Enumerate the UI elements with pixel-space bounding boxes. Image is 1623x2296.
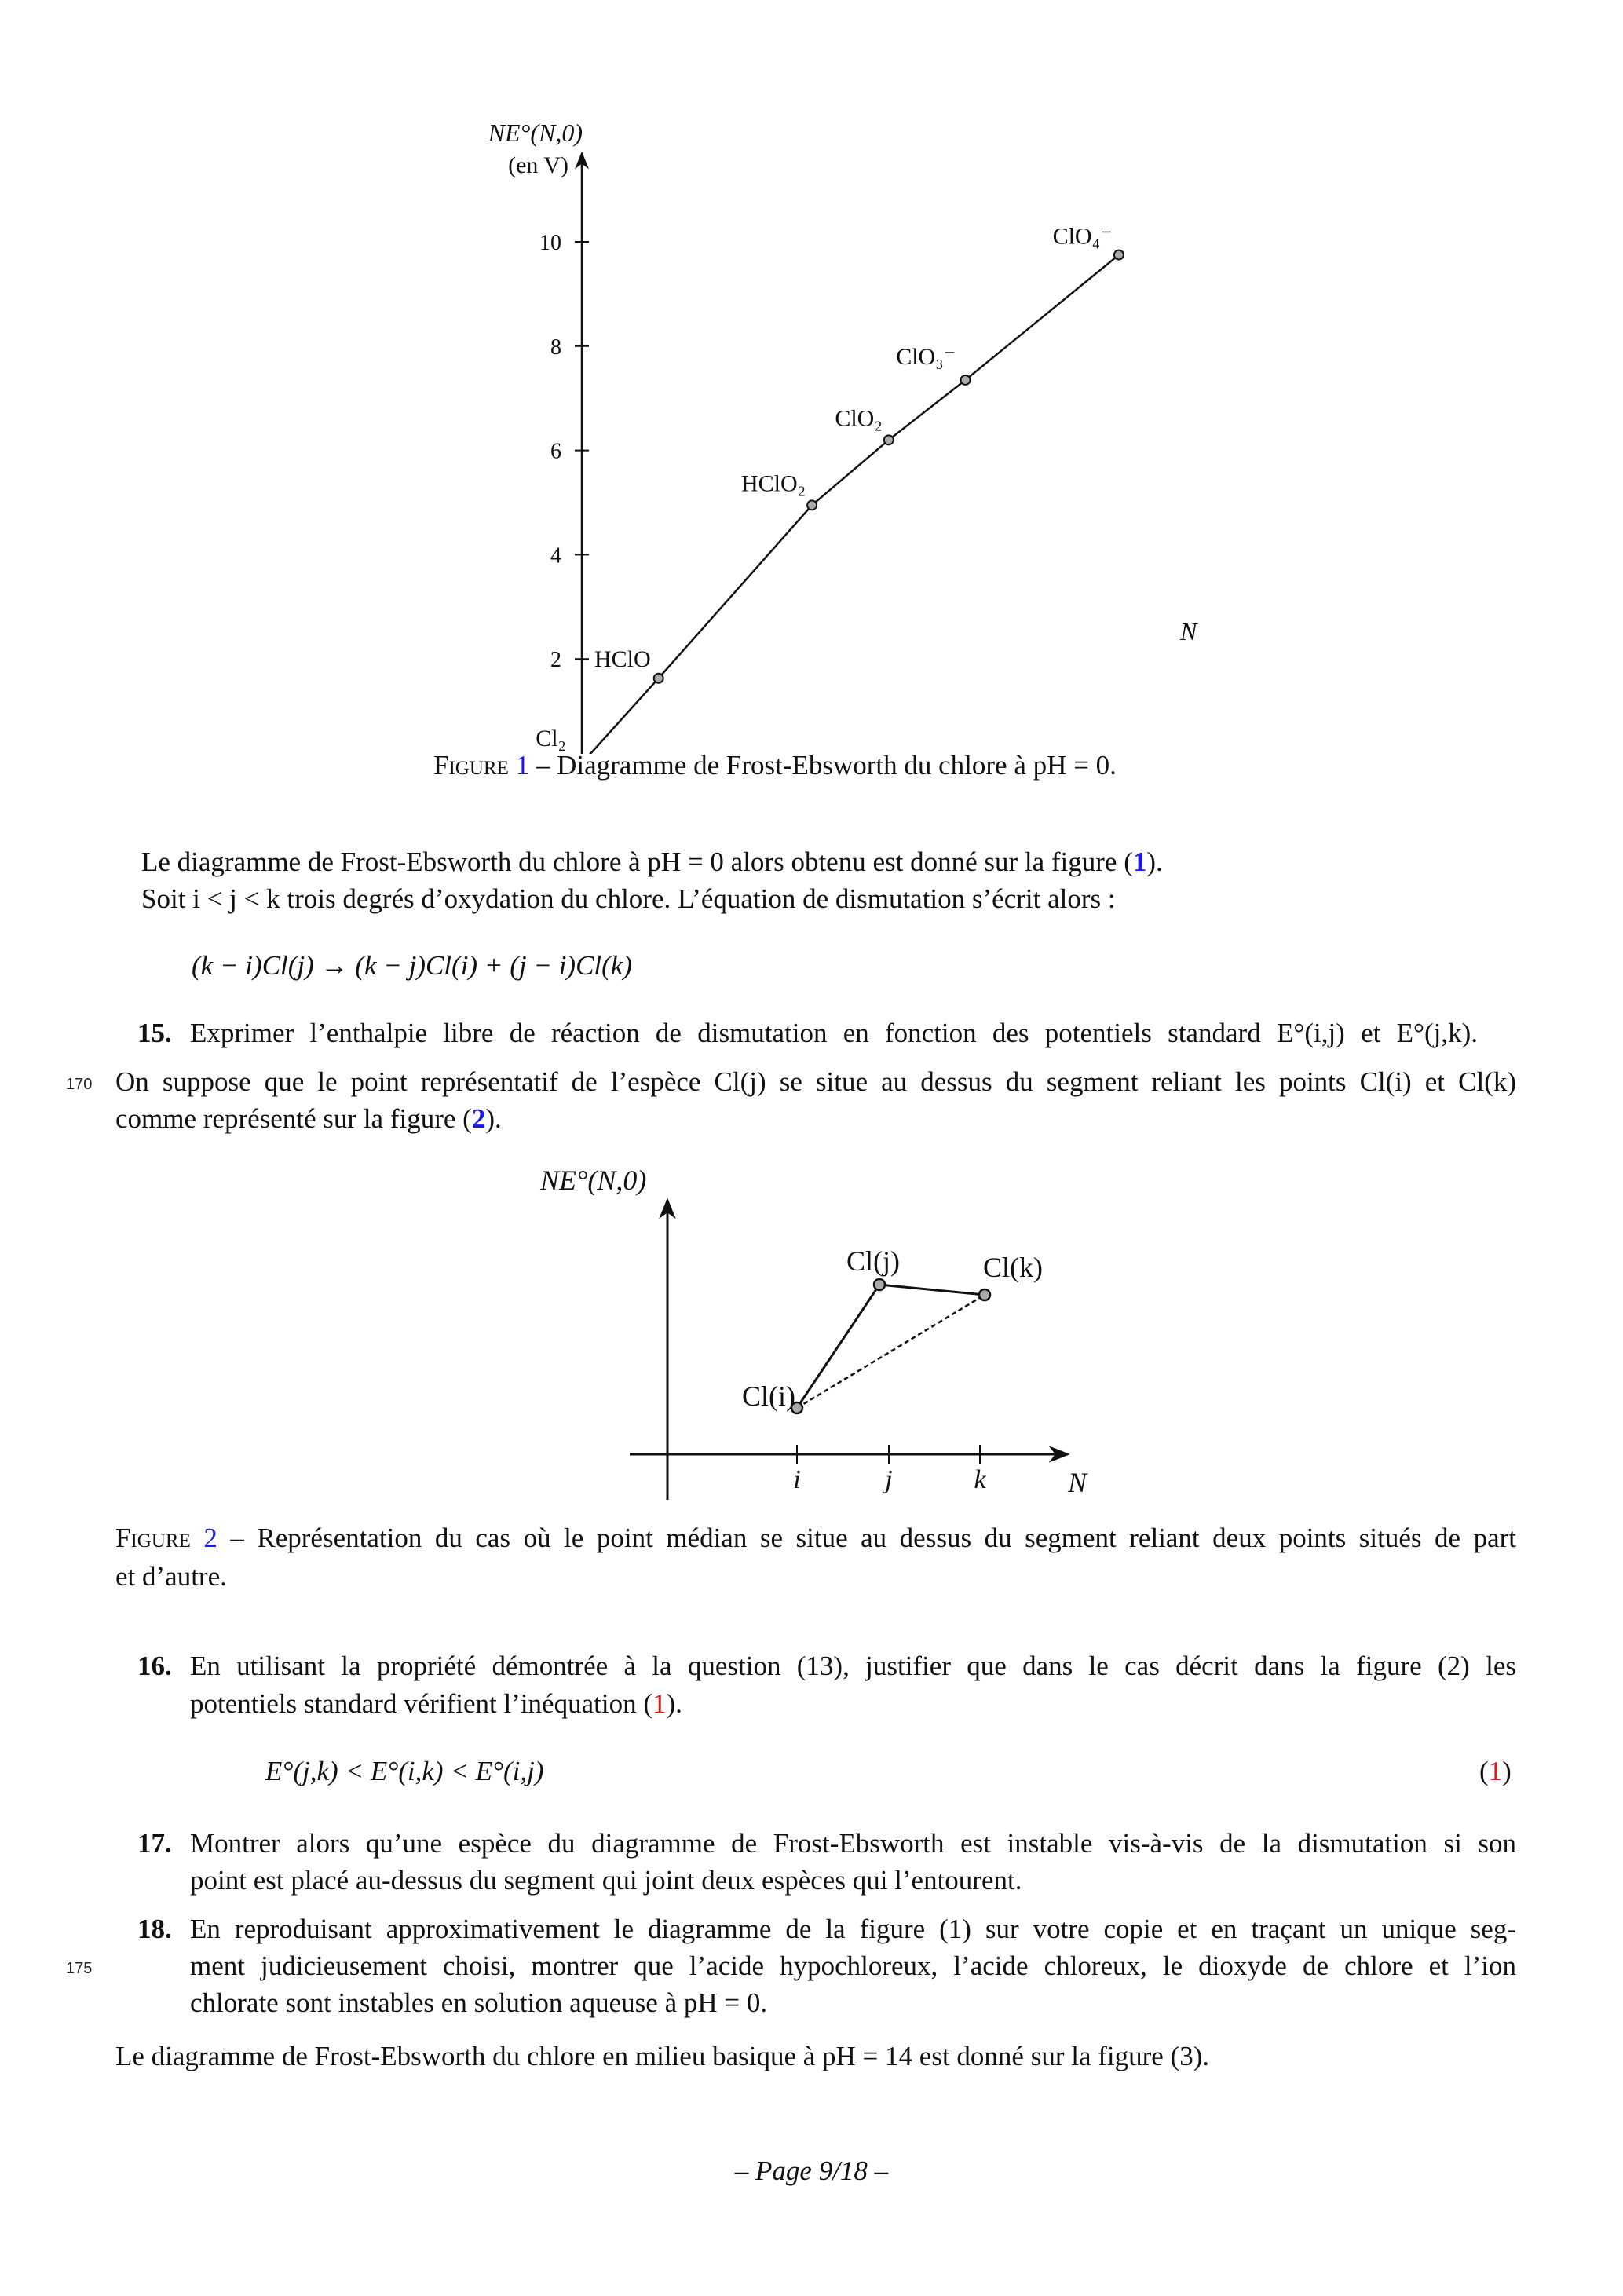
- question-17-text: Montrer alors qu’une espèce du diagramme de Frost-Ebsworth est instable vis-à-vis de la dismutation si son: [190, 1828, 1516, 1859]
- question-18-text-line2: ment judicieusement choisi, montrer que l’acide hypochloreux, l’acide chloreux, le dioxyde de chlore et l’ion: [190, 1951, 1516, 1981]
- line-number: 175: [66, 1960, 93, 1977]
- data-point: [654, 674, 663, 683]
- data-label: HClO₂: [740, 470, 806, 497]
- y-axis-unit: (en V): [508, 152, 568, 178]
- question-number-18: 18.: [137, 1914, 172, 1944]
- figure-1-caption: [433, 748, 1117, 783]
- inequation: E°(j,k) < E°(i,k) < E°(i,j): [265, 1756, 544, 1786]
- figure-1-link[interactable]: 1: [515, 750, 530, 781]
- figure-2-ref-link[interactable]: 2: [471, 1103, 486, 1134]
- paragraph-line: comme représenté sur la figure (2).: [115, 1103, 502, 1134]
- paragraph-line: Le diagramme de Frost-Ebsworth du chlore à pH = 0 alors obtenu est donné sur la figure (1).: [141, 846, 1163, 877]
- figure-2-link[interactable]: 2: [203, 1523, 217, 1553]
- data-label: ClO₄⁻: [1052, 223, 1113, 250]
- segment-i-j: [797, 1285, 879, 1408]
- y-tick-label: 8: [550, 335, 561, 360]
- question-18-text-line3: chlorate sont instables en solution aqueuse à pH = 0.: [190, 1987, 768, 2018]
- y-axis-label: NE°(N,0): [488, 119, 583, 147]
- question-number-15: 15.: [137, 1018, 172, 1048]
- question-18-text: En reproduisant approximativement le diagramme de la figure (1) sur votre copie et en traçant un unique seg-: [190, 1914, 1516, 1944]
- x-axis-label: N: [1068, 1467, 1087, 1498]
- x-axis-label: N: [1180, 617, 1197, 645]
- question-16-text: En utilisant la propriété démontrée à la question (13), justifier que dans le cas décrit dans la figure (2) les: [190, 1651, 1516, 1681]
- label-cl-j: Cl(j): [846, 1245, 900, 1277]
- figure-2-caption: Figure 2 – Représentation du cas où le point médian se situe au dessus du segment reliant deux points situés de part: [115, 1523, 1516, 1553]
- point-cl-j: [874, 1279, 885, 1290]
- line-number: 170: [66, 1076, 93, 1093]
- data-point: [807, 500, 817, 510]
- tick-label-j: j: [885, 1465, 893, 1494]
- frost-diagram-figure-1: [0, 0, 1623, 754]
- data-label: HClO: [594, 645, 651, 672]
- inequation-tag: (1): [1479, 1756, 1512, 1786]
- dismutation-equation: (k − i)Cl(j) → (k − j)Cl(i) + (j − i)Cl(k): [192, 950, 632, 981]
- label-cl-i: Cl(i): [742, 1380, 795, 1412]
- inequation-ref-link[interactable]: 1: [652, 1688, 667, 1719]
- data-point: [961, 375, 971, 385]
- question-number-17: 17.: [137, 1828, 172, 1859]
- tick-label-k: k: [974, 1465, 986, 1494]
- data-point: [1114, 250, 1124, 260]
- page-footer: – Page 9/18 –: [734, 2155, 889, 2186]
- figure-1-ref-link[interactable]: 1: [1132, 846, 1147, 877]
- y-tick-label: 10: [539, 231, 561, 255]
- question-15-text: Exprimer l’enthalpie libre de réaction de dismutation en fonction des potentiels standard E°(i,j) et E°(j,k).: [190, 1018, 1478, 1048]
- y-tick-label: 4: [550, 543, 561, 569]
- question-17-text-line2: point est placé au-dessus du segment qui joint deux espèces qui l’entourent.: [190, 1865, 1022, 1896]
- question-16-text-line2: potentiels standard vérifient l’inéquation (1).: [190, 1688, 682, 1719]
- label-cl-k: Cl(k): [983, 1252, 1043, 1283]
- y-tick-label: 6: [550, 439, 561, 464]
- data-label: ClO₃⁻: [896, 343, 956, 370]
- caption-text: – Diagramme de Frost-Ebsworth du chlore à pH = 0.: [529, 750, 1117, 781]
- question-number-16: 16.: [137, 1651, 172, 1681]
- y-tick-label: 2: [550, 648, 561, 673]
- schematic-figure-2: [0, 1154, 1623, 1515]
- data-label: Cl₂: [536, 726, 566, 751]
- figure-2-caption-line2: et d’autre.: [115, 1561, 227, 1592]
- point-cl-k: [979, 1289, 990, 1300]
- dashed-segment-i-k: [797, 1295, 985, 1408]
- y-axis-label: NE°(N,0): [540, 1164, 647, 1196]
- segment-j-k: [879, 1285, 985, 1295]
- tick-label-i: i: [793, 1465, 801, 1494]
- data-point: [884, 435, 894, 444]
- paragraph-line: Le diagramme de Frost-Ebsworth du chlore en milieu basique à pH = 14 est donné sur la figure (3).: [115, 2041, 1210, 2071]
- data-label: ClO₂: [835, 405, 883, 432]
- paragraph-line: On suppose que le point représentatif de l’espèce Cl(j) se situe au dessus du segment reliant les points Cl(i) et Cl(k): [115, 1066, 1516, 1097]
- paragraph-line: Soit i < j < k trois degrés d’oxydation du chlore. L’équation de dismutation s’écrit alors :: [141, 883, 1116, 914]
- caption-prefix: Figure: [433, 750, 509, 781]
